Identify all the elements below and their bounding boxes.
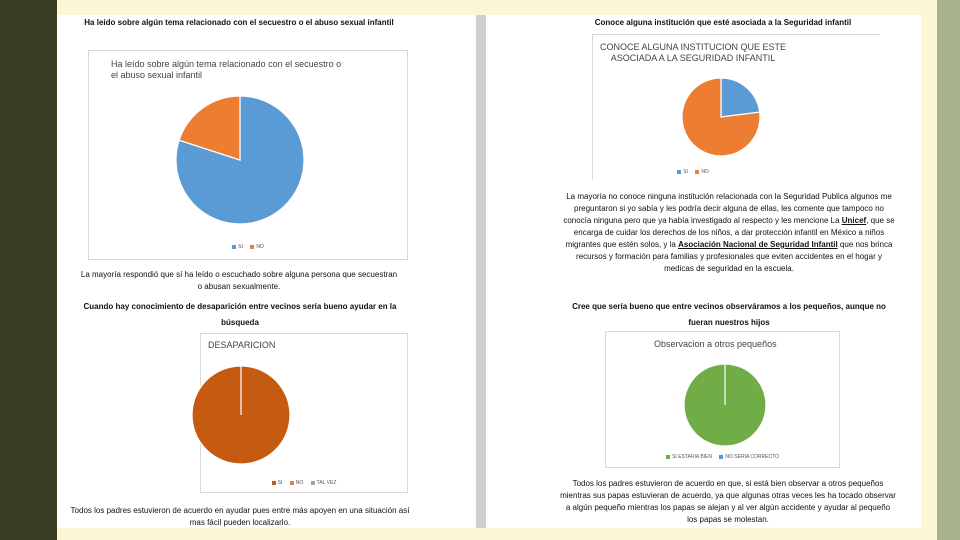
legend-swatch xyxy=(677,170,681,174)
legend-item xyxy=(677,169,688,175)
pie-slice-si xyxy=(721,78,760,117)
chart-2-title: CONOCE ALGUNA INSTITUCION QUE ESTE ASOCIADA A LA SEGURIDAD INFANTIL xyxy=(599,42,787,63)
q4-caption: Todos los padres estuvieron de acuerdo en que, si está bien observar a otros pequeños mientras sus papas estuvieran de acuerdo, ya que algunas otras veces les ha tocado observar a algún pequeño mientras los papas se alejan y al ver algún accidente y ayudar al pequeño los papas se molestan. xyxy=(560,479,896,524)
chart-4-title: Observacion a otros pequeños xyxy=(654,339,777,349)
asociacion-link[interactable]: Asociación Nacional de Seguridad Infantil xyxy=(678,240,838,249)
legend-item xyxy=(232,244,243,250)
legend-label: SI xyxy=(238,244,243,250)
chart-3 xyxy=(200,333,408,493)
q1-heading: Ha leído sobre algún tema relacionado con el secuestro o el abuso sexual infantil xyxy=(84,18,394,27)
legend-label: NO xyxy=(701,169,709,175)
legend-item xyxy=(719,454,779,460)
chart-4-pie xyxy=(683,363,767,447)
chart-1-title: Ha leído sobre algún tema relacionado con el secuestro o el abuso sexual infantil xyxy=(111,59,342,80)
q2-caption-text: La mayoría no conoce ninguna institución relacionada con la Seguridad Publica algunos me preguntaron si yo sabía y les podría decir alguna de ellas, les comente que tampoco no conocía ninguna pero que ya había investigado al respecto y les mencione La xyxy=(563,192,892,225)
chart-3-legend xyxy=(201,480,407,486)
chart-3-title: DESAPARICION xyxy=(208,340,276,350)
chart-4 xyxy=(605,331,840,468)
q2-caption-text: que nos brinca recursos y formación para familias y profesionales que eviten accidentes en el hogar y medicas de seguridad en la escuela. xyxy=(576,240,893,273)
chart-1-pie xyxy=(175,95,305,225)
q4-heading: Cree que sería bueno que entre vecinos observáramos a los pequeños, aunque no fueran nuestros hijos xyxy=(572,302,886,327)
legend-swatch xyxy=(290,481,294,485)
q3-caption: Todos los padres estuvieron de acuerdo en ayudar pues entre más apoyen en una situación así mas fácil pueden localizarlo. xyxy=(70,506,410,527)
legend-swatch xyxy=(719,455,723,459)
legend-item xyxy=(290,480,304,486)
unicef-link[interactable]: Unicef xyxy=(841,216,867,225)
legend-item xyxy=(250,244,264,250)
q2-caption-text: , que se encarga de cuidar los derechos de los niños, a dar protección infantil en México a niños migrantes que estén solos, y la xyxy=(565,216,895,249)
chart-2 xyxy=(592,34,880,180)
legend-item xyxy=(311,480,337,486)
chart-3-pie xyxy=(191,365,291,465)
left-decorative-bar xyxy=(0,0,57,540)
legend-label: NO xyxy=(256,244,264,250)
chart-1-legend xyxy=(89,244,407,250)
chart-4-legend xyxy=(606,454,839,460)
right-decorative-bar xyxy=(937,0,960,540)
legend-swatch xyxy=(666,455,670,459)
legend-item xyxy=(695,169,709,175)
legend-swatch xyxy=(695,170,699,174)
legend-swatch xyxy=(250,245,254,249)
legend-swatch xyxy=(232,245,236,249)
legend-label: SI xyxy=(683,169,688,175)
q2-caption xyxy=(562,191,896,275)
legend-item xyxy=(272,480,283,486)
legend-label: TAL VEZ xyxy=(316,480,337,486)
legend-label: NO xyxy=(295,480,304,486)
legend-label: SI xyxy=(277,480,283,486)
legend-label: NO SERIA CORRECTO xyxy=(725,454,779,460)
page-gutter xyxy=(476,15,486,528)
chart-1 xyxy=(88,50,408,260)
q1-caption: La mayoría respondió que sí ha leído o escuchado sobre alguna persona que secuestran o abusan sexualmente. xyxy=(80,270,398,291)
chart-2-pie xyxy=(681,77,761,157)
legend-item xyxy=(666,454,712,460)
legend-swatch xyxy=(311,481,315,485)
q2-heading: Conoce alguna institución que esté asociada a la Seguridad infantil xyxy=(594,18,852,27)
legend-label: SI ESTARIA BIEN xyxy=(672,454,712,460)
q3-heading: Cuando hay conocimiento de desaparición entre vecinos sería bueno ayudar en la búsqueda xyxy=(83,302,397,327)
chart-2-legend xyxy=(593,169,793,175)
legend-swatch xyxy=(272,481,276,485)
